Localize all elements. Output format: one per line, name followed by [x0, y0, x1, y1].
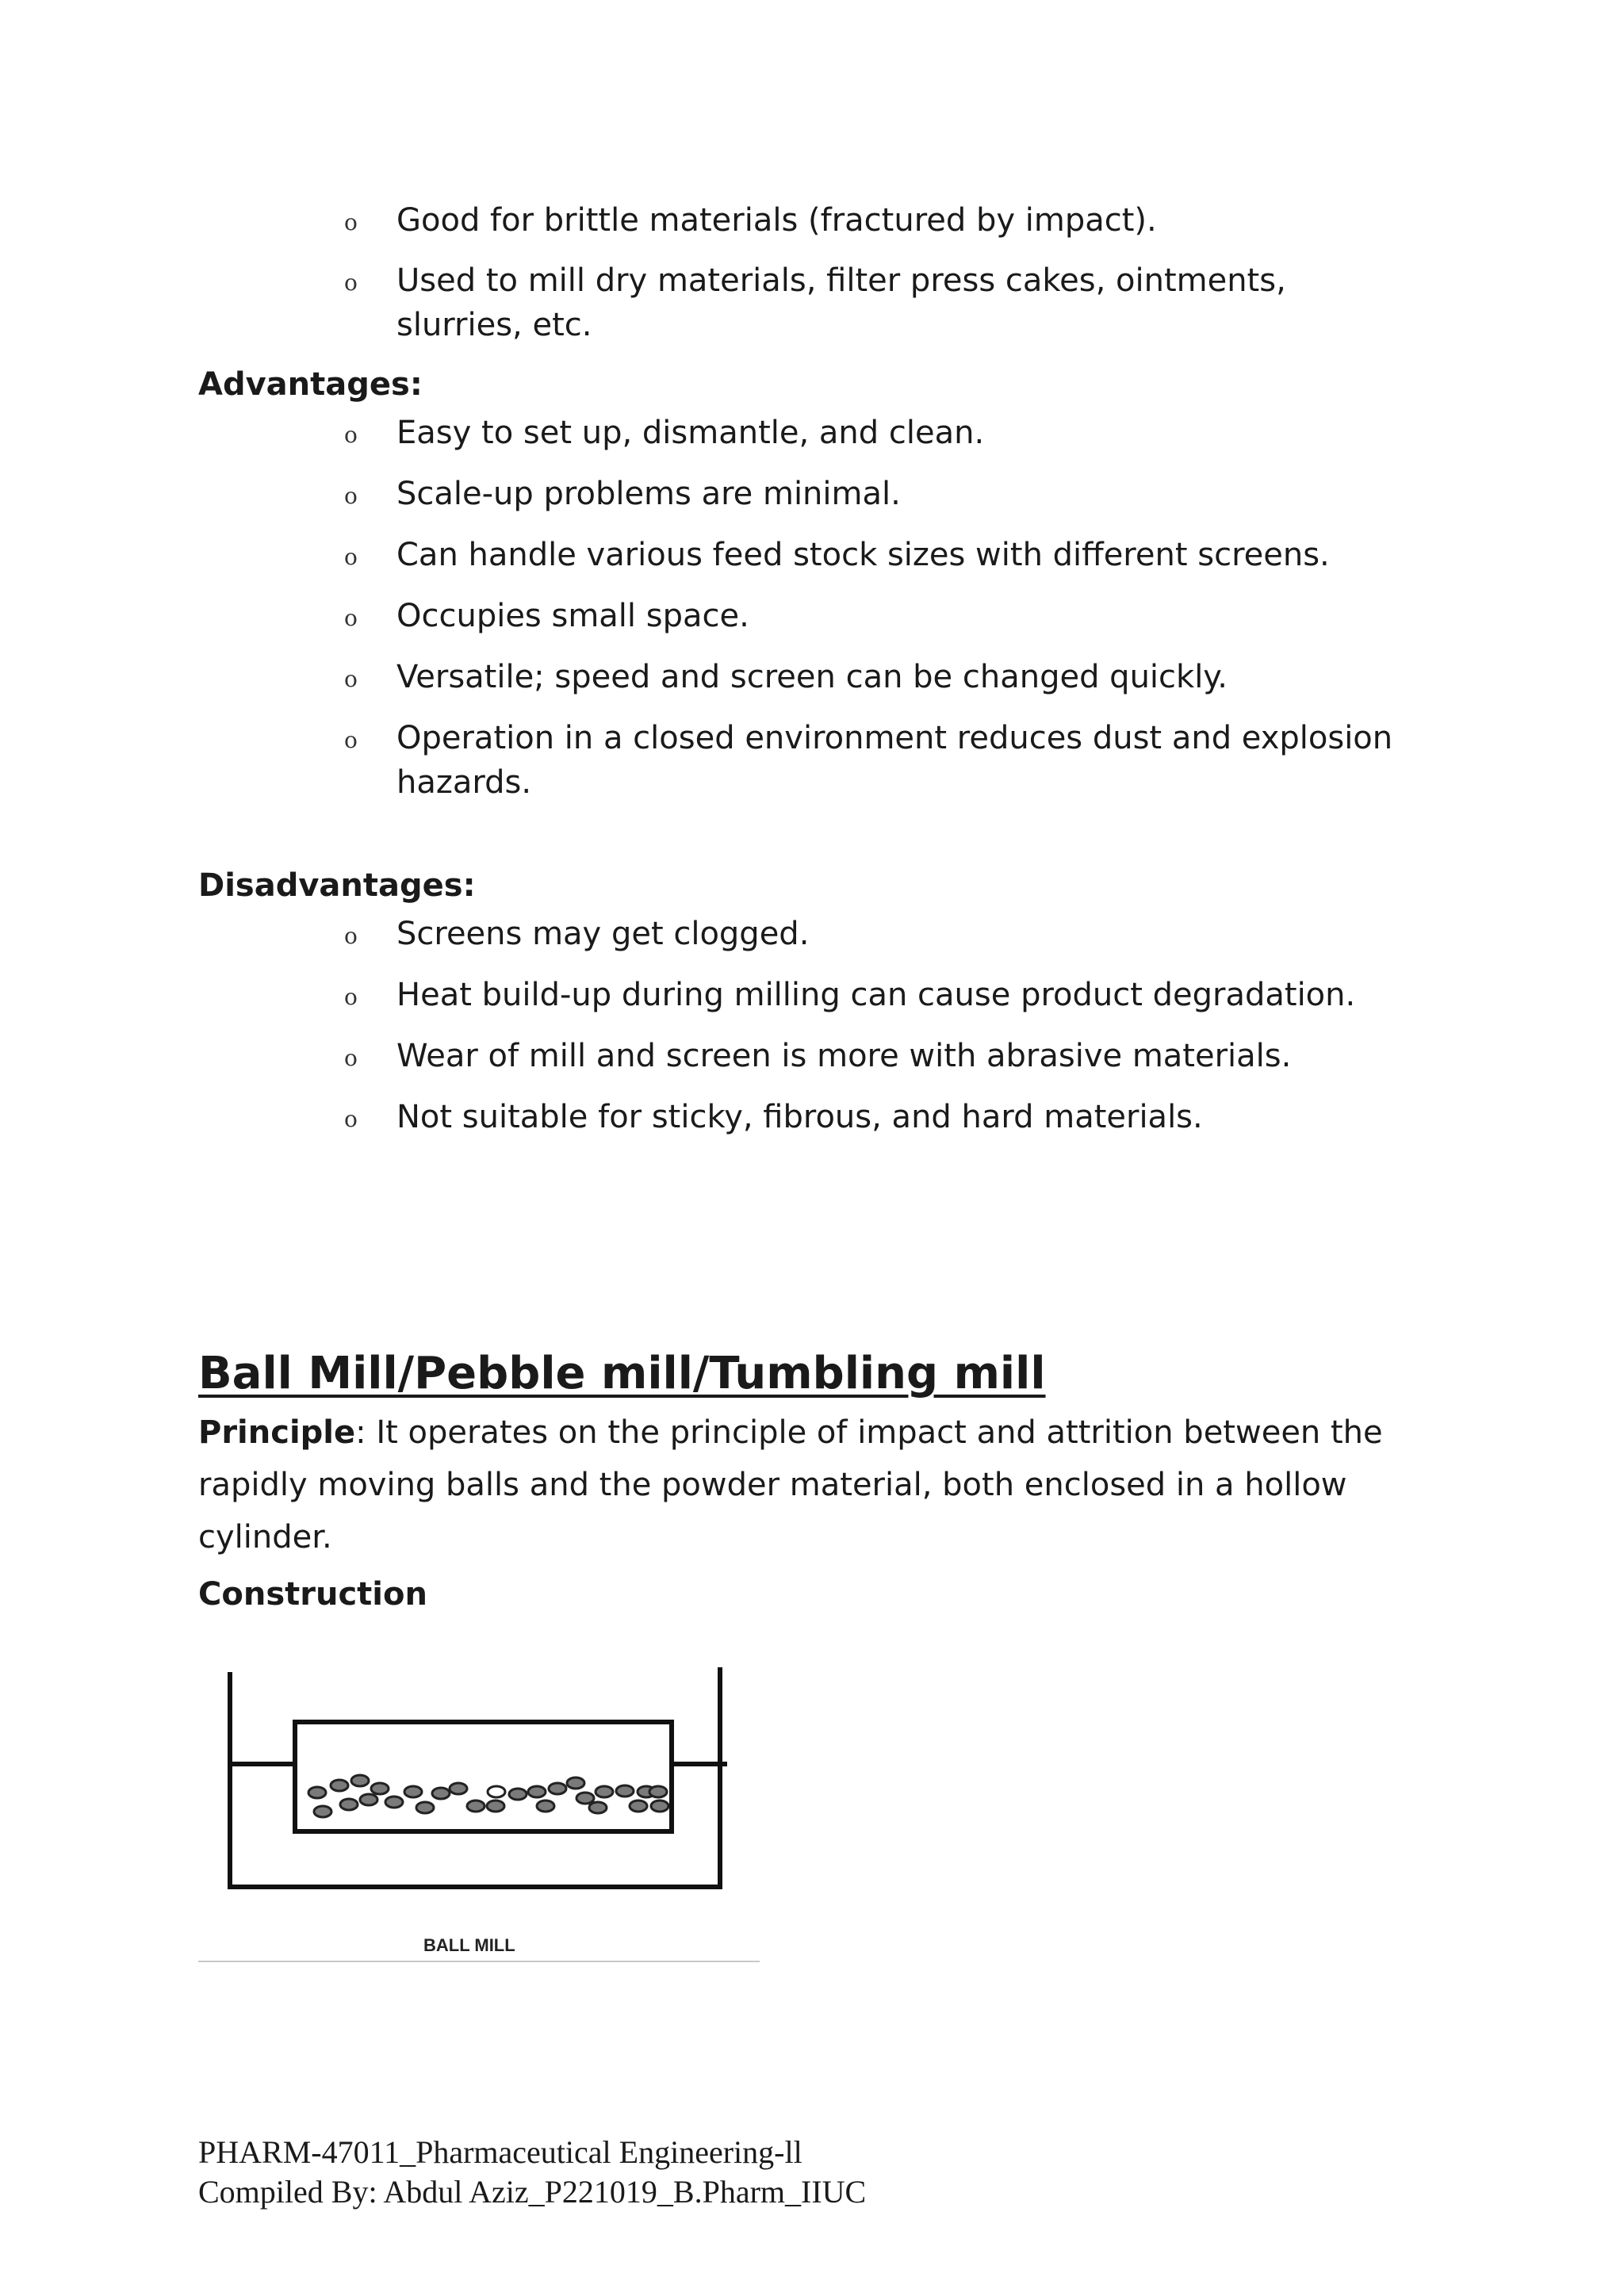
disadvantages-heading: Disadvantages: [198, 867, 476, 904]
grinding-ball [589, 1802, 607, 1813]
disadvantages-list [0, 912, 1396, 1139]
grinding-ball [467, 1800, 485, 1812]
list-item-text: Good for brittle materials (fractured by impact). [396, 202, 1157, 239]
grinding-ball [488, 1786, 505, 1797]
bullet-marker: o [344, 483, 358, 509]
list-item-text: Heat build-up during milling can cause product degradation. [396, 977, 1356, 1013]
bullet-marker: o [344, 605, 358, 631]
grinding-ball [360, 1794, 377, 1805]
footer-line-2: Compiled By: Abdul Aziz_P221019_B.Pharm_IIUC [198, 2174, 867, 2210]
bullet-marker: o [344, 984, 358, 1010]
list-item [0, 594, 1396, 638]
intro-list [0, 198, 1396, 347]
section-title: Ball Mill/Pebble mill/Tumbling mill [198, 1348, 1046, 1399]
bullet-marker: o [344, 209, 358, 235]
figure-divider [198, 1961, 760, 1962]
grinding-ball [509, 1789, 527, 1800]
advantages-heading: Advantages: [198, 366, 423, 403]
grinding-ball [432, 1788, 450, 1799]
grinding-ball [567, 1777, 584, 1789]
page-footer [198, 2133, 866, 2212]
bullet-marker: o [344, 1106, 358, 1132]
grinding-ball [351, 1775, 369, 1786]
grinding-ball [651, 1800, 668, 1812]
list-item [0, 1034, 1396, 1078]
grinding-ball [649, 1786, 667, 1797]
grinding-ball [340, 1799, 358, 1810]
list-item-text: Wear of mill and screen is more with abrasive materials. [396, 1038, 1292, 1074]
grinding-ball [331, 1780, 348, 1791]
list-item-text: Can handle various feed stock sizes with different screens. [396, 537, 1330, 573]
grinding-ball [404, 1786, 422, 1797]
grinding-ball [549, 1783, 566, 1794]
grinding-balls [308, 1775, 668, 1817]
list-item-text: Easy to set up, dismantle, and clean. [396, 415, 985, 451]
grinding-ball [576, 1793, 594, 1804]
construction-heading: Construction [198, 1576, 427, 1613]
principle-label: Principle [198, 1414, 356, 1451]
list-item [0, 198, 1396, 243]
list-item-text: Used to mill dry materials, filter press cakes, ointments, slurries, etc. [396, 262, 1286, 343]
grinding-ball [528, 1786, 546, 1797]
list-item [0, 973, 1396, 1017]
figure-caption: BALL MILL [423, 1935, 515, 1955]
grinding-ball [487, 1800, 504, 1812]
grinding-ball [308, 1787, 326, 1798]
grinding-ball [630, 1800, 647, 1812]
list-item [0, 1095, 1396, 1139]
bullet-marker: o [344, 727, 358, 753]
grinding-ball [596, 1786, 613, 1797]
list-item-text: Occupies small space. [396, 598, 749, 634]
list-item-text: Operation in a closed environment reduces dust and explosion hazards. [396, 720, 1393, 801]
cylinder-drum [295, 1722, 672, 1831]
grinding-ball [416, 1802, 434, 1813]
principle-paragraph [198, 1406, 1404, 1563]
ball-mill-diagram [198, 1649, 761, 1958]
ball-mill-figure [198, 1649, 761, 1966]
bullet-marker: o [344, 666, 358, 692]
list-item [0, 258, 1396, 347]
grinding-ball [616, 1785, 634, 1797]
bullet-marker: o [344, 1045, 358, 1071]
grinding-ball [537, 1800, 554, 1812]
list-item [0, 912, 1396, 956]
grinding-ball [450, 1783, 467, 1794]
bullet-marker: o [344, 422, 358, 448]
bullet-marker: o [344, 544, 358, 570]
principle-text: : It operates on the principle of impact and attrition between the rapidly moving balls and the powder material, both enclosed in a hollow cylinder. [198, 1414, 1383, 1556]
list-item [0, 472, 1396, 516]
footer-line-1: PHARM-47011_Pharmaceutical Engineering-ll [198, 2134, 802, 2170]
bullet-marker: o [344, 923, 358, 949]
list-item [0, 533, 1396, 577]
grinding-ball [371, 1783, 389, 1794]
list-item [0, 655, 1396, 699]
list-item-text: Versatile; speed and screen can be changed quickly. [396, 659, 1228, 695]
advantages-list [0, 411, 1396, 805]
list-item-text: Screens may get clogged. [396, 916, 810, 952]
bullet-marker: o [344, 270, 358, 296]
list-item-text: Scale-up problems are minimal. [396, 476, 901, 512]
list-item [0, 716, 1396, 805]
grinding-ball [314, 1806, 331, 1817]
list-item-text: Not suitable for sticky, fibrous, and hard materials. [396, 1099, 1203, 1135]
grinding-ball [385, 1797, 403, 1808]
list-item [0, 411, 1396, 455]
